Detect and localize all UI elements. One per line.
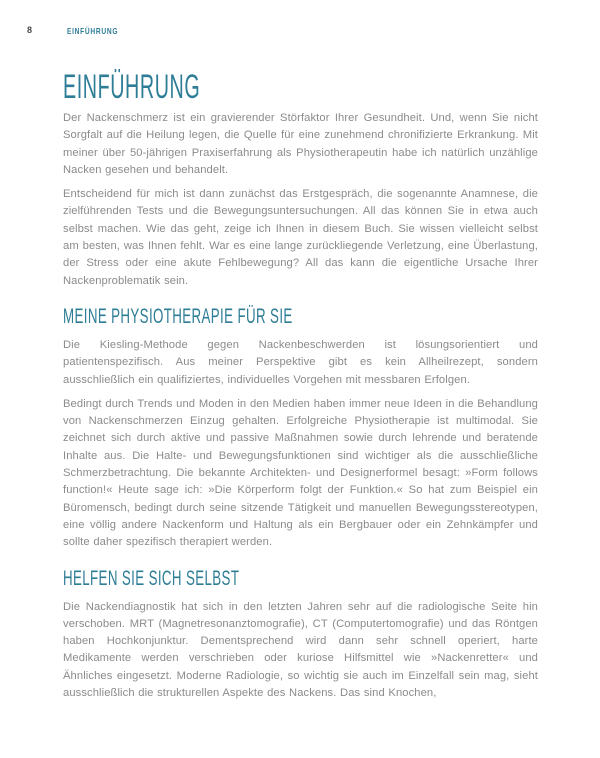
section-1-paragraph-2: Bedingt durch Trends und Moden in den Medien haben immer neue Ideen in die Behandlung von Nackenschmerzen Einzug gehalten. Erfolgreiche Physiotherapie ist multimodal. Sie zeichnet sich durch aktive und passive Maßnahmen sowie durch lehrende und beratende Inhalte aus. Die Halte- und Bewegungsfunktionen sind wichtiger als die ausschließliche Schmerzbetrachtung. Die bekannte Architekten- und Designerformel besagt: »Form follows function!« Heute sage ich: »Die Körperform folgt der Funktion.« So hat zum Beispiel ein Büromensch, bedingt durch seine sitzende Tätigkeit und manuellen Bewegungsstereotypen, eine völlig andere Nackenform und Haltung als ein Bergbauer oder ein Zehnkämpfer und sollte daher spezifisch therapiert werden. bbox=[63, 397, 538, 549]
page-header bbox=[27, 25, 573, 37]
page-content bbox=[63, 70, 538, 709]
section-1-paragraph-1: Die Kiesling-Methode gegen Nackenbeschwerden ist lösungsorientiert und patientenspezifisch. Aus meiner Perspektive gibt es kein Allheilrezept, sondern ausschließlich ein qualifiziertes, individuelles Vorgehen mit messbaren Erfolgen. bbox=[63, 338, 538, 386]
section-heading-meine-physiotherapie: MEINE PHYSIOTHERAPIE FÜR SIE bbox=[63, 303, 293, 328]
page-number: 8 bbox=[27, 25, 33, 35]
section-heading-helfen-sie-sich-selbst: HELFEN SIE SICH SELBST bbox=[63, 565, 240, 590]
chapter-title: EINFÜHRUNG bbox=[63, 68, 201, 106]
intro-paragraph-1: Der Nackenschmerz ist ein gravierender Störfaktor Ihrer Gesundheit. Und, wenn Sie nicht Sorgfalt auf die Heilung legen, die Quelle für eine zunehmend chronifizierte Erkrankung. Mit meiner über 50-jährigen Praxiserfahrung als Physiotherapeutin habe ich natürlich unzählige Nacken gesehen und behandelt. bbox=[63, 112, 538, 176]
section-2-paragraph-1: Die Nackendiagnostik hat sich in den letzten Jahren sehr auf die radiologische Seite hin verschoben. MRT (Magnetresonanztomografie), CT (Computertomografie) und das Röntgen haben Hochkonjunktur. Dementsprechend wird dann sehr schnell operiert, harte Medikamente werden verschrieben oder kuriose Hilfsmittel wie »Nackenretter« und Ähnliches eingesetzt. Moderne Radiologie, so wichtig sie auch im Einzelfall sein mag, sieht ausschließlich die strukturellen Aspekte des Nackens. Das sind Knochen, bbox=[63, 600, 538, 700]
intro-paragraph-2: Entscheidend für mich ist dann zunächst das Erstgespräch, die sogenannte Anamnese, die zielführenden Tests und die Bewegungsuntersuchungen. All das können Sie in etwa auch selbst machen. Wie das geht, zeige ich Ihnen in diesem Buch. Sie wissen vielleicht selbst am besten, was Ihnen fehlt. War es eine lange zurückliegende Verletzung, eine Überlastung, der Stress oder eine akute Fehlbewegung? All das kann die eigentliche Ursache Ihrer Nackenproblematik sein. bbox=[63, 188, 538, 287]
running-head: EINFÜHRUNG bbox=[67, 25, 119, 36]
